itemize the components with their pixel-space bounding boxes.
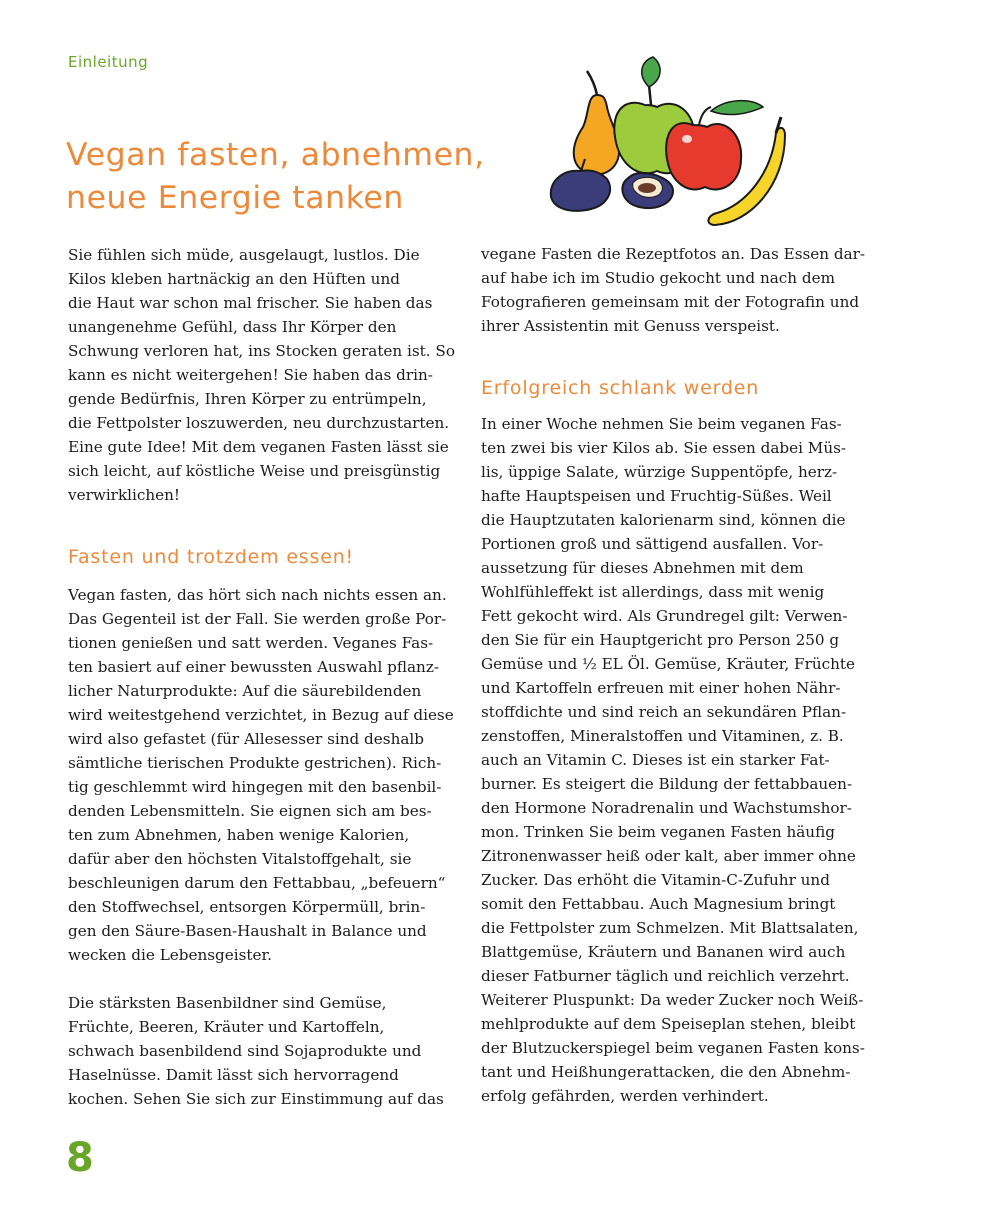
text-line: und Kartoffeln erfreuen mit einer hohen Nähr-: [481, 679, 841, 697]
text-line: beschleunigen darum den Fettabbau, „befeuern“: [68, 874, 446, 892]
text-line: Portionen groß und sättigend ausfallen. Vor-: [481, 535, 824, 553]
text-line: Blattgemüse, Kräutern und Bananen wird auch: [481, 943, 846, 961]
text-line: verwirklichen!: [68, 486, 181, 504]
text-line: ten basiert auf einer bewussten Auswahl pflanz-: [68, 658, 439, 676]
text-line: Haselnüsse. Damit lässt sich hervorragend: [68, 1066, 399, 1084]
text-line: unangenehme Gefühl, dass Ihr Körper den: [68, 318, 397, 336]
text-line: die Haut war schon mal frischer. Sie haben das: [68, 294, 433, 312]
text-line: tionen genießen und satt werden. Veganes Fas-: [68, 634, 434, 652]
text-line: mehlprodukte auf dem Speiseplan stehen, bleibt: [481, 1015, 856, 1033]
text-line: dafür aber den höchsten Vitalstoffgehalt, sie: [68, 850, 412, 868]
text-line: auf habe ich im Studio gekocht und nach dem: [481, 269, 836, 287]
text-line: licher Naturprodukte: Auf die säurebildenden: [68, 682, 422, 700]
text-line: Früchte, Beeren, Kräuter und Kartoffeln,: [68, 1018, 385, 1036]
text-line: Zucker. Das erhöht die Vitamin-C-Zufuhr und: [481, 871, 830, 889]
text-line: ihrer Assistentin mit Genuss verspeist.: [481, 317, 780, 335]
intro-paragraph: [68, 243, 455, 507]
text-line: der Blutzuckerspiegel beim veganen Fasten kons-: [481, 1039, 865, 1057]
page-number: 8: [66, 1135, 94, 1181]
text-line: tig geschlemmt wird hingegen mit den basenbil-: [68, 778, 442, 796]
pear-icon: [574, 95, 619, 175]
text-line: kochen. Sehen Sie sich zur Einstimmung auf das: [68, 1090, 444, 1108]
text-line: den Hormone Noradrenalin und Wachstumshor-: [481, 799, 852, 817]
text-line: die Fettpolster zum Schmelzen. Mit Blattsalaten,: [481, 919, 859, 937]
fruit-illustration: [545, 55, 805, 235]
text-line: wird also gefastet (für Allesesser sind deshalb: [68, 730, 424, 748]
text-line: Sie fühlen sich müde, ausgelaugt, lustlos. Die: [68, 246, 420, 264]
text-line: Kilos kleben hartnäckig an den Hüften und: [68, 270, 400, 288]
text-line: hafte Hauptspeisen und Fruchtig-Süßes. Weil: [481, 487, 832, 505]
text-line: Fett gekocht wird. Als Grundregel gilt: Verwen-: [481, 607, 848, 625]
text-line: schwach basenbildend sind Sojaprodukte und: [68, 1042, 422, 1060]
text-line: denden Lebensmitteln. Sie eignen sich am bes-: [68, 802, 432, 820]
text-line: Eine gute Idee! Mit dem veganen Fasten lässt sie: [68, 438, 449, 456]
body-paragraph: [68, 583, 454, 967]
text-line: gen den Säure-Basen-Haushalt in Balance und: [68, 922, 427, 940]
text-line: wird weitestgehend verzichtet, in Bezug auf diese: [68, 706, 454, 724]
text-line: sich leicht, auf köstliche Weise und preisgünstig: [68, 462, 441, 480]
text-line: tant und Heißhungerattacken, die den Abnehm-: [481, 1063, 851, 1081]
text-line: dieser Fatburner täglich und reichlich verzehrt.: [481, 967, 850, 985]
text-line: ten zwei bis vier Kilos ab. Sie essen dabei Müs-: [481, 439, 847, 457]
text-line: somit den Fettabbau. Auch Magnesium bringt: [481, 895, 836, 913]
red-apple-icon: [666, 123, 741, 189]
text-line: Schwung verloren hat, ins Stocken geraten ist. So: [68, 342, 455, 360]
text-line: Zitronenwasser heiß oder kalt, aber immer ohne: [481, 847, 856, 865]
body-paragraph: [481, 412, 865, 1108]
text-line: wecken die Lebensgeister.: [68, 946, 272, 964]
text-line: aussetzung für dieses Abnehmen mit dem: [481, 559, 804, 577]
leaf-icon: [642, 57, 660, 87]
left-column: [68, 243, 455, 1111]
text-line: die Hauptzutaten kalorienarm sind, können die: [481, 511, 846, 529]
text-line: gende Bedürfnis, Ihren Körper zu entrümpeln,: [68, 390, 427, 408]
text-line: zenstoffen, Mineralstoffen und Vitaminen, z. B.: [481, 727, 844, 745]
text-line: auch an Vitamin C. Dieses ist ein starker Fat-: [481, 751, 830, 769]
text-line: Wohlfühleffekt ist allerdings, dass mit wenig: [481, 583, 825, 601]
text-line: burner. Es steigert die Bildung der fettabbauen-: [481, 775, 853, 793]
title-line: Vegan fasten, abnehmen,: [66, 137, 485, 173]
continuation-paragraph: [481, 242, 866, 338]
title-line: neue Energie tanken: [66, 180, 404, 216]
section-label: Einleitung: [68, 53, 149, 71]
text-line: Weiterer Pluspunkt: Da weder Zucker noch Weiß-: [481, 991, 864, 1009]
text-line: mon. Trinken Sie beim veganen Fasten häufig: [481, 823, 835, 841]
text-line: ten zum Abnehmen, haben wenige Kalorien,: [68, 826, 410, 844]
body-paragraph: [68, 991, 444, 1111]
text-line: Vegan fasten, das hört sich nach nichts essen an.: [68, 586, 447, 604]
text-line: kann es nicht weitergehen! Sie haben das drin-: [68, 366, 433, 384]
fig-icon: [551, 170, 610, 210]
text-line: erfolg gefährden, werden verhindert.: [481, 1087, 769, 1105]
text-line: Das Gegenteil ist der Fall. Sie werden große Por-: [68, 610, 447, 628]
page-title: [66, 134, 536, 220]
text-line: die Fettpolster loszuwerden, neu durchzustarten.: [68, 414, 450, 432]
text-line: Gemüse und ½ EL Öl. Gemüse, Kräuter, Früchte: [481, 655, 856, 673]
text-line: Fotografieren gemeinsam mit der Fotografin und: [481, 293, 860, 311]
text-line: lis, üppige Salate, würzige Suppentöpfe, herz-: [481, 463, 838, 481]
text-line: sämtliche tierischen Produkte gestrichen). Rich-: [68, 754, 442, 772]
text-line: vegane Fasten die Rezeptfotos an. Das Essen dar-: [481, 245, 866, 263]
subheading-schlank: Erfolgreich schlank werden: [481, 377, 760, 399]
right-column: [481, 242, 866, 1108]
text-line: den Stoffwechsel, entsorgen Körpermüll, brin-: [68, 898, 426, 916]
text-line: In einer Woche nehmen Sie beim veganen Fas-: [481, 415, 842, 433]
text-line: Die stärksten Basenbildner sind Gemüse,: [68, 994, 387, 1012]
text-line: den Sie für ein Hauptgericht pro Person 250 g: [481, 631, 840, 649]
subheading-fasten: Fasten und trotzdem essen!: [68, 546, 354, 568]
text-line: stoffdichte und sind reich an sekundären Pflan-: [481, 703, 847, 721]
